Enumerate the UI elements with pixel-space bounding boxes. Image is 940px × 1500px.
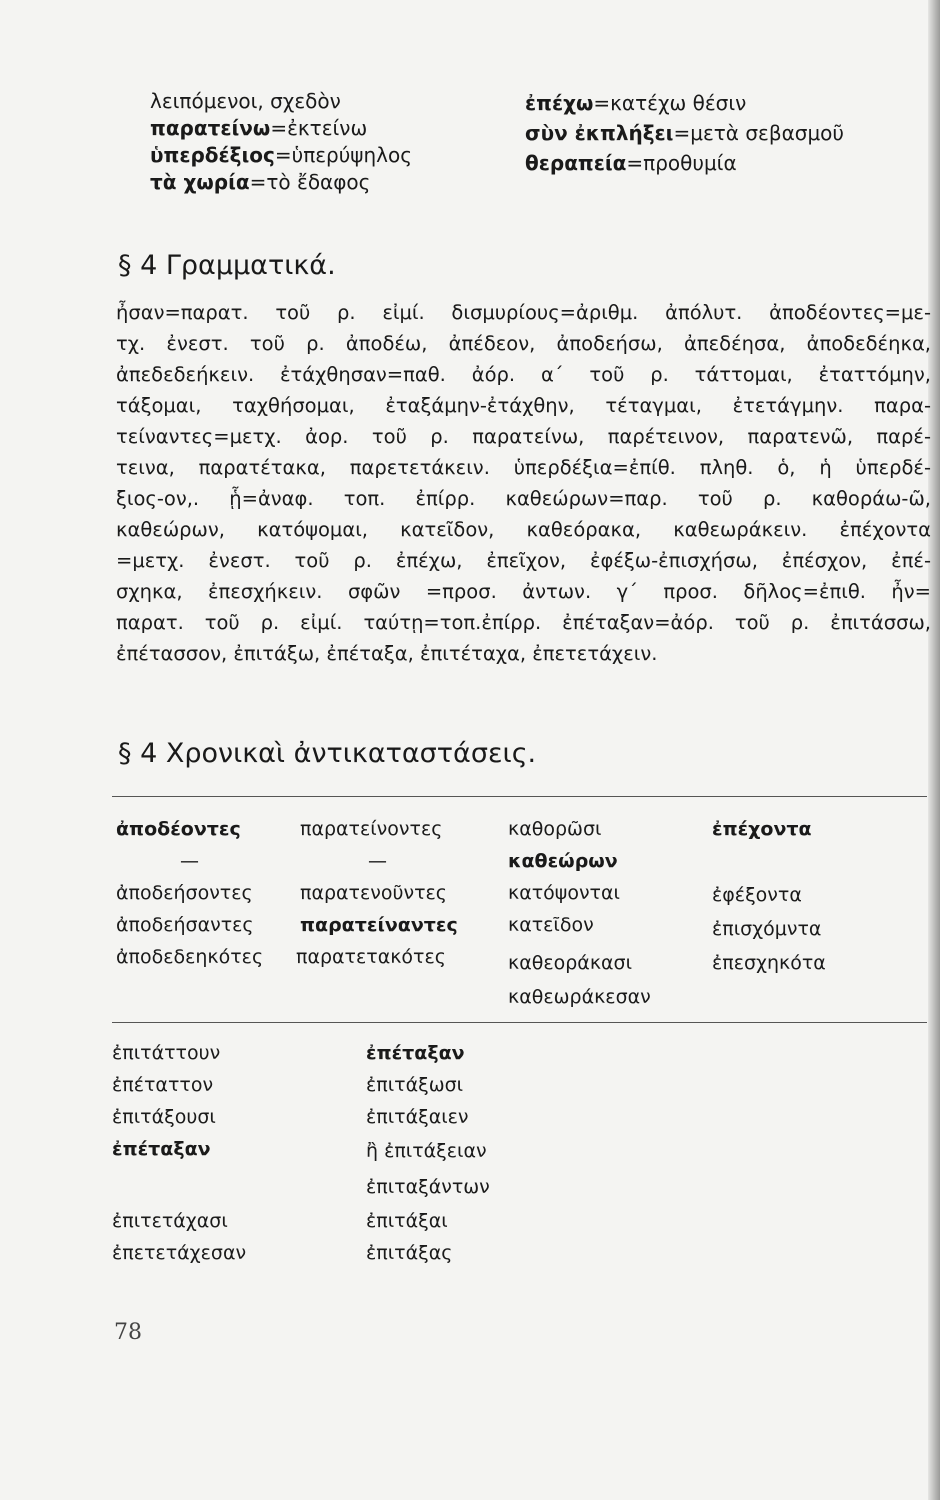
table-cell: ἐπιτάξωσι <box>366 1074 464 1096</box>
table-cell: ἐπιτάττουν <box>112 1042 221 1064</box>
grammar-line: τεινα, παρατέτακα, παρετετάκειν. ὑπερδέξια=ἐπίθ. πληθ. ὁ, ἡ ὑπερδέ- <box>116 456 931 479</box>
table-cell: καθεώρων <box>508 850 618 872</box>
table-cell: παρατείναντες <box>300 914 458 936</box>
glossary-right <box>525 88 844 178</box>
table-cell: ἀποδεήσοντες <box>116 882 253 904</box>
table-cell: ἐπιταξάντων <box>366 1176 490 1198</box>
table-cell: κατεῖδον <box>508 914 594 936</box>
grammar-line: σχηκα, ἐπεσχήκειν. σφῶν =προσ. ἀντων. γ΄ προσ. δῆλος=ἐπιθ. ἦν= <box>116 580 931 603</box>
table-cell: ἀποδεδεηκότες <box>116 946 264 968</box>
table-cell: ἐπέταττον <box>112 1074 214 1096</box>
table-cell: ἐπετετάχεσαν <box>112 1242 247 1264</box>
page-number: 78 <box>114 1320 142 1345</box>
table-top-rule <box>112 796 927 797</box>
gloss-entry: σὺν ἐκπλήξει=μετὰ σεβασμοῦ <box>525 121 844 145</box>
grammar-line: καθεώρων, κατόψομαι, κατεῖδον, καθεόρακα, καθεωράκειν. ἐπέχοντα <box>116 518 931 541</box>
table-cell: ἐπισχόμντα <box>712 918 822 940</box>
gloss-entry: θεραπεία=προθυμία <box>525 151 737 175</box>
page-edge <box>928 0 940 1500</box>
table-cell: καθεωράκεσαν <box>508 986 651 1008</box>
table-cell: ἐπιτάξας <box>366 1242 453 1264</box>
grammar-line: τείναντες=μετχ. ἀορ. τοῦ ρ. παρατείνω, παρέτεινον, παρατενῶ, παρέ- <box>116 425 931 448</box>
grammar-line: παρατ. τοῦ ρ. εἰμί. ταύτῃ=τοπ.ἐπίρρ. ἐπέταξαν=ἀόρ. τοῦ ρ. ἐπιτάσσω, <box>116 611 931 634</box>
grammar-line: =μετχ. ἐνεστ. τοῦ ρ. ἐπέχω, ἐπεῖχον, ἐφέξω-ἐπισχήσω, ἐπέσχον, ἐπέ- <box>116 549 931 572</box>
grammar-line: τχ. ἐνεστ. τοῦ ρ. ἀποδέω, ἀπέδεον, ἀποδεήσω, ἀπεδέησα, ἀποδεδέηκα, <box>116 332 931 355</box>
table-cell: ἐπιτετάχασι <box>112 1210 228 1232</box>
gloss-entry: λειπόμενοι, σχεδὸν <box>150 89 341 113</box>
grammar-line: ξιος-ον,. ᾗ=ἀναφ. τοπ. ἐπίρρ. καθεώρων=παρ. τοῦ ρ. καθοράω-ῶ, <box>116 487 931 510</box>
table-cell: ἐφέξοντα <box>712 884 802 906</box>
table-cell: παρατενοῦντες <box>300 882 447 904</box>
table-cell: ἐπέταξαν <box>112 1138 211 1160</box>
table-cell: — <box>368 850 387 872</box>
table-cell: παρατείνοντες <box>300 818 443 840</box>
table-cell: ἐπιτάξαιεν <box>366 1106 469 1128</box>
table-cell: ἐπέταξαν <box>366 1042 465 1064</box>
glossary-left <box>150 88 412 196</box>
table-cell: καθεοράκασι <box>508 952 633 974</box>
grammar-paragraph <box>116 297 931 669</box>
table-cell: ἀποδεήσαντες <box>116 914 254 936</box>
table-cell: καθορῶσι <box>508 818 602 840</box>
grammar-line: τάξομαι, ταχθήσομαι, ἐταξάμην-ἐτάχθην, τέταγμαι, ἐτετάγμην. παρα- <box>116 394 931 417</box>
grammar-line: ἐπέτασσον, ἐπιτάξω, ἐπέταξα, ἐπιτέταχα, ἐπετετάχειν. <box>116 642 658 665</box>
table-cell: ἐπιτάξουσι <box>112 1106 216 1128</box>
grammar-heading: § 4 Γραμματικά. <box>118 250 336 281</box>
table-cell: ἐπεσχηκότα <box>712 952 826 974</box>
table-middle-rule <box>112 1022 927 1023</box>
gloss-entry: τὰ χωρία=τὸ ἔδαφος <box>150 170 371 194</box>
gloss-entry: ἐπέχω=κατέχω θέσιν <box>525 91 747 115</box>
grammar-line: ἀπεδεδεήκειν. ἐτάχθησαν=παθ. ἀόρ. α΄ τοῦ ρ. τάττομαι, ἐταττόμην, <box>116 363 931 386</box>
table-cell: ἐπέχοντα <box>712 818 812 840</box>
grammar-line: ἦσαν=παρατ. τοῦ ρ. εἰμί. δισμυρίους=ἀριθμ. ἀπόλυτ. ἀποδέοντες=με- <box>116 301 931 324</box>
substitutions-heading: § 4 Χρονικαὶ ἀντικαταστάσεις. <box>118 738 537 769</box>
table-cell: ἀποδέοντες <box>116 818 241 840</box>
gloss-entry: ὑπερδέξιος=ὑπερύψηλος <box>150 143 412 167</box>
table-cell: ἐπιτάξαι <box>366 1210 448 1232</box>
table-cell: παρατετακότες <box>296 946 446 968</box>
table-cell: — <box>180 850 199 872</box>
gloss-entry: παρατείνω=ἐκτείνω <box>150 116 368 140</box>
table-cell: ἢ ἐπιτάξειαν <box>366 1140 487 1162</box>
table-cell: κατόψονται <box>508 882 620 904</box>
